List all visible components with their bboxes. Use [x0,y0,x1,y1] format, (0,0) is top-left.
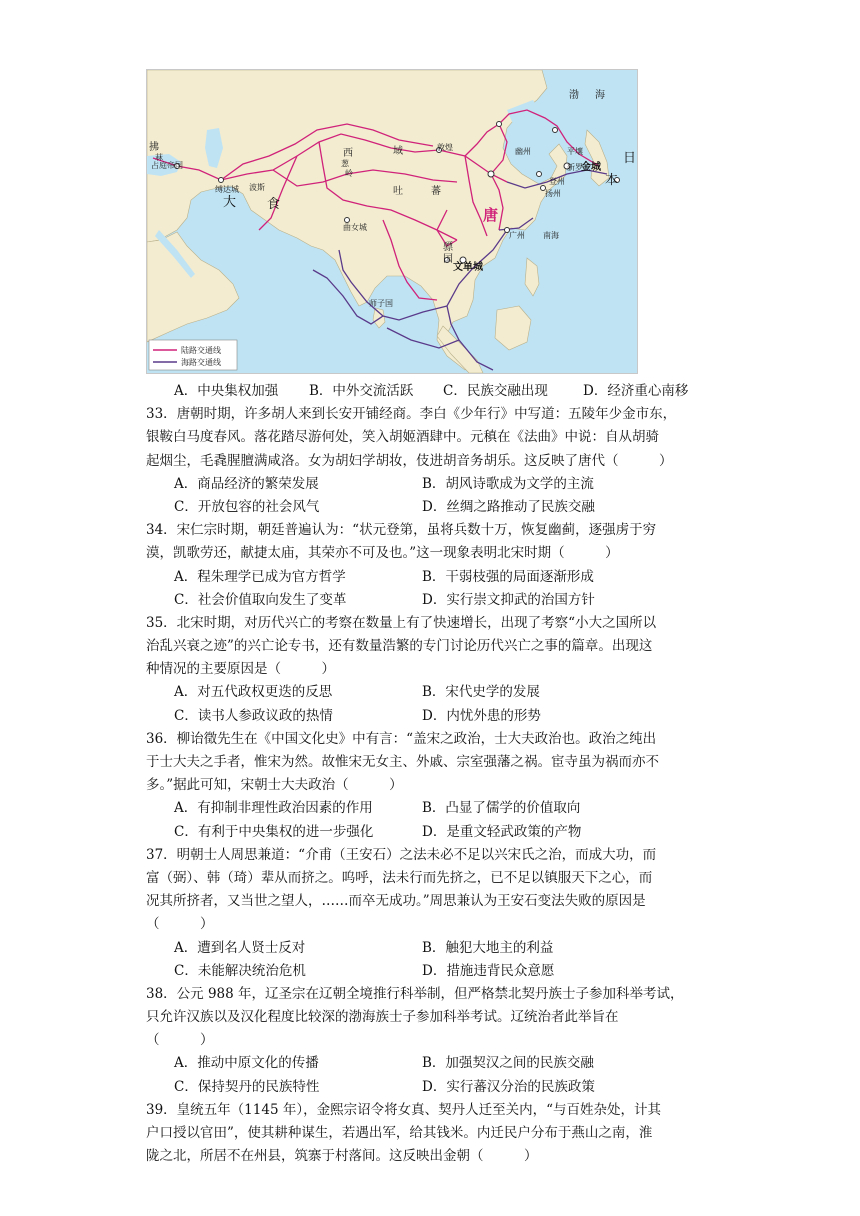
label-ben: 本 [605,173,619,188]
q37-option-c: C．未能解决统治危机 [174,962,306,979]
q36-line-2: 于士大夫之手者，惟宋为然。故惟宋无女主、外戚、宗室强藩之祸。宦寺虽为祸而亦不 [146,754,659,770]
q38-options-row-1 [146,1052,716,1075]
q38-option-a: A．推动中原文化的传播 [174,1055,319,1072]
legend-sea-route: 海路交通线 [181,358,221,367]
q32-options [146,380,716,403]
q33-options-row-2 [146,496,716,519]
label-yangzhou: 扬州 [545,189,561,198]
label-dunhuang: 敦煌 [437,143,453,152]
label-persia: 波斯 [249,183,265,192]
q34-line-1: 34．宋仁宗时期，朝廷普遍认为：“状元登第，虽将兵数十万，恢复幽蓟，逐强虏于穷 [146,522,657,539]
q39-line-3: 陇之北，所居不在州县，筑寨于村落间。这反映出金朝（ ） [146,1148,538,1165]
label-baghdad: 缚达城 [215,185,239,194]
q36-option-c: C．有利于中央集权的进一步强化 [174,823,374,840]
q33-option-d: D．丝绸之路推动了民族交融 [422,498,595,515]
label-byzantium: 占庭帝国 [151,161,183,170]
map-svg [147,70,637,373]
tang-trade-routes-map [146,69,638,374]
label-ling: 岭 [345,169,353,178]
q34-option-d: D．实行崇文抑武的治国方针 [422,591,595,608]
label-xinluo: 新罗 [567,163,583,172]
label-tang: 唐 [483,206,499,224]
q37-line-1: 37．明朝士人周思兼道：“介甫（王安石）之法未必不足以兴宋氏之治，而成大功，而 [146,846,657,863]
label-xi: 西 [343,148,353,159]
q33-line-1: 33．唐朝时期，许多胡人来到长安开铺经商。李白《少年行》中写道：五陵年少金市东， [146,406,677,423]
q35-option-c: C．读书人参政议政的热情 [174,707,333,724]
q38-line-1: 38．公元 988 年，辽圣宗在辽朝全境推行科举制，但严格禁北契丹族士子参加科举考试， [146,985,684,1002]
q32-option-c: C．民族交融出现 [443,383,548,399]
label-fu: 拂 [149,142,159,153]
label-yu: 域 [393,146,403,157]
q36-options-row-2 [146,821,716,844]
label-fan: 蕃 [431,186,441,197]
label-dengzhou: 登州 [549,177,565,186]
label-guangzhou: 广州 [509,231,525,240]
q35-option-b: B．宋代史学的发展 [422,684,540,701]
q36-options-row-1 [146,797,716,820]
q38-option-d: D．实行蕃汉分治的民族政策 [422,1078,595,1095]
label-kannauj: 曲女城 [343,223,367,232]
q37-option-a: A．遭到名人贤士反对 [174,939,306,956]
q34-options-row-2 [146,589,716,612]
q34-options-row-1 [146,566,716,589]
q35-line-2: 治乱兴衰之迹”的兴亡论专书，还有数量浩繁的专门讨论历代兴亡之事的篇章。出现这 [146,638,653,655]
q33-line-2: 银鞍白马度春风。落花踏尽游何处，笑入胡姬酒肆中。元稹在《法曲》中说：自从胡骑 [146,429,659,446]
label-cong: 葱 [341,159,349,168]
q34-line-2: 漠，凯歌劳还，献捷太庙，其荣亦不可及也。”这一现象表明北宋时期（ ） [146,545,619,562]
label-shiziguo: 师子国 [369,299,393,308]
q37-line-4: （ ） [146,916,214,933]
q39-line-2: 户口授以官田”，使其耕种谋生，若遇出军，给其钱米。内迁民户分布于燕山之南，淮 [146,1125,653,1141]
label-bo: 渤 [569,90,579,101]
q34-option-a: A．程朱理学已成为官方哲学 [174,568,346,585]
label-piao: 骠 [443,242,453,253]
label-da: 大 [223,195,237,210]
q38-option-c: C．保持契丹的民族特性 [174,1078,320,1095]
map-legend [149,340,237,370]
q38-options-row-2 [146,1076,716,1099]
question-content [146,380,716,1168]
q32-option-b: B．中外交流活跃 [309,383,414,399]
q35-option-a: A．对五代政权更迭的反思 [174,684,333,701]
q37-line-2: 富（弼）、韩（琦）辈从而挤之。呜呼，法未行而先挤之，已不足以镇服天下之心，而 [146,869,653,886]
q36-option-b: B．凸显了儒学的价值取向 [422,800,581,817]
label-shi: 食 [267,197,281,212]
q35-option-d: D．内忧外患的形势 [422,707,541,724]
q35-line-1: 35．北宋时期，对历代兴亡的考察在数量上有了快速增长，出现了考察“小大之国所以 [146,614,657,631]
q37-line-3: 况其所挤者，又当世之望人，……而卒无成功。”周思兼认为王安石变法失败的原因是 [146,893,646,910]
q32-option-a: A．中央集权加强 [174,383,279,399]
q32-option-d: D．经济重心南移 [583,383,689,399]
label-hai: 海 [595,90,605,101]
q34-option-c: C．社会价值取向发生了变革 [174,591,347,608]
q35-options-row-2 [146,705,716,728]
q36-line-1: 36．柳诒徵先生在《中国文化史》中有言：“盖宋之政治，士大夫政治也。政治之纯出 [146,730,657,747]
legend-land-route: 陆路交通线 [181,346,221,355]
label-nanhai: 南海 [543,231,559,240]
label-lin: 菻 [155,153,163,162]
q33-line-3: 起烟尘，毛毳腥膻满咸洛。女为胡妇学胡妆，伎进胡音务胡乐。这反映了唐代（ ） [146,452,673,469]
q33-option-c: C．开放包容的社会风气 [174,498,320,515]
q38-option-b: B．加强契汉之间的民族交融 [422,1055,594,1072]
q38-line-2: 只允许汉族以及汉化程度比较深的渤海族士子参加科举考试。辽统治者此举旨在 [146,1009,619,1026]
q34-option-b: B．干弱枝强的局面逐渐形成 [422,568,594,585]
label-guo: 国 [443,254,453,265]
label-wendan: 文单城 [453,262,483,273]
q33-options-row-1 [146,473,716,496]
q36-option-a: A．有抑制非理性政治因素的作用 [174,800,373,817]
q39-line-1: 39．皇统五年（1145 年），金熙宗诏令将女真、契丹人迁至关内，“与百姓杂处，计其 [146,1101,661,1118]
q37-option-d: D．措施违背民众意愿 [422,962,555,979]
q35-options-row-1 [146,681,716,704]
q37-option-b: B．触犯大地主的利益 [422,939,554,956]
q33-option-b: B．胡风诗歌成为文学的主流 [422,475,594,492]
q36-option-d: D．是重文轻武政策的产物 [422,823,582,840]
label-youzhou: 幽州 [515,147,531,156]
q36-line-3: 多。”据此可知，宋朝士大夫政治（ ） [146,777,403,794]
q38-line-3: （ ） [146,1032,214,1049]
q37-options-row-2 [146,960,716,983]
label-ri: 日 [623,151,637,166]
q37-options-row-1 [146,937,716,960]
label-jincheng: 金城 [581,162,601,173]
label-pingrang: 平壤 [567,147,583,156]
label-tu: 吐 [393,186,403,197]
q35-line-3: 种情况的主要原因是（ ） [146,661,335,678]
q33-option-a: A．商品经济的繁荣发展 [174,475,319,492]
